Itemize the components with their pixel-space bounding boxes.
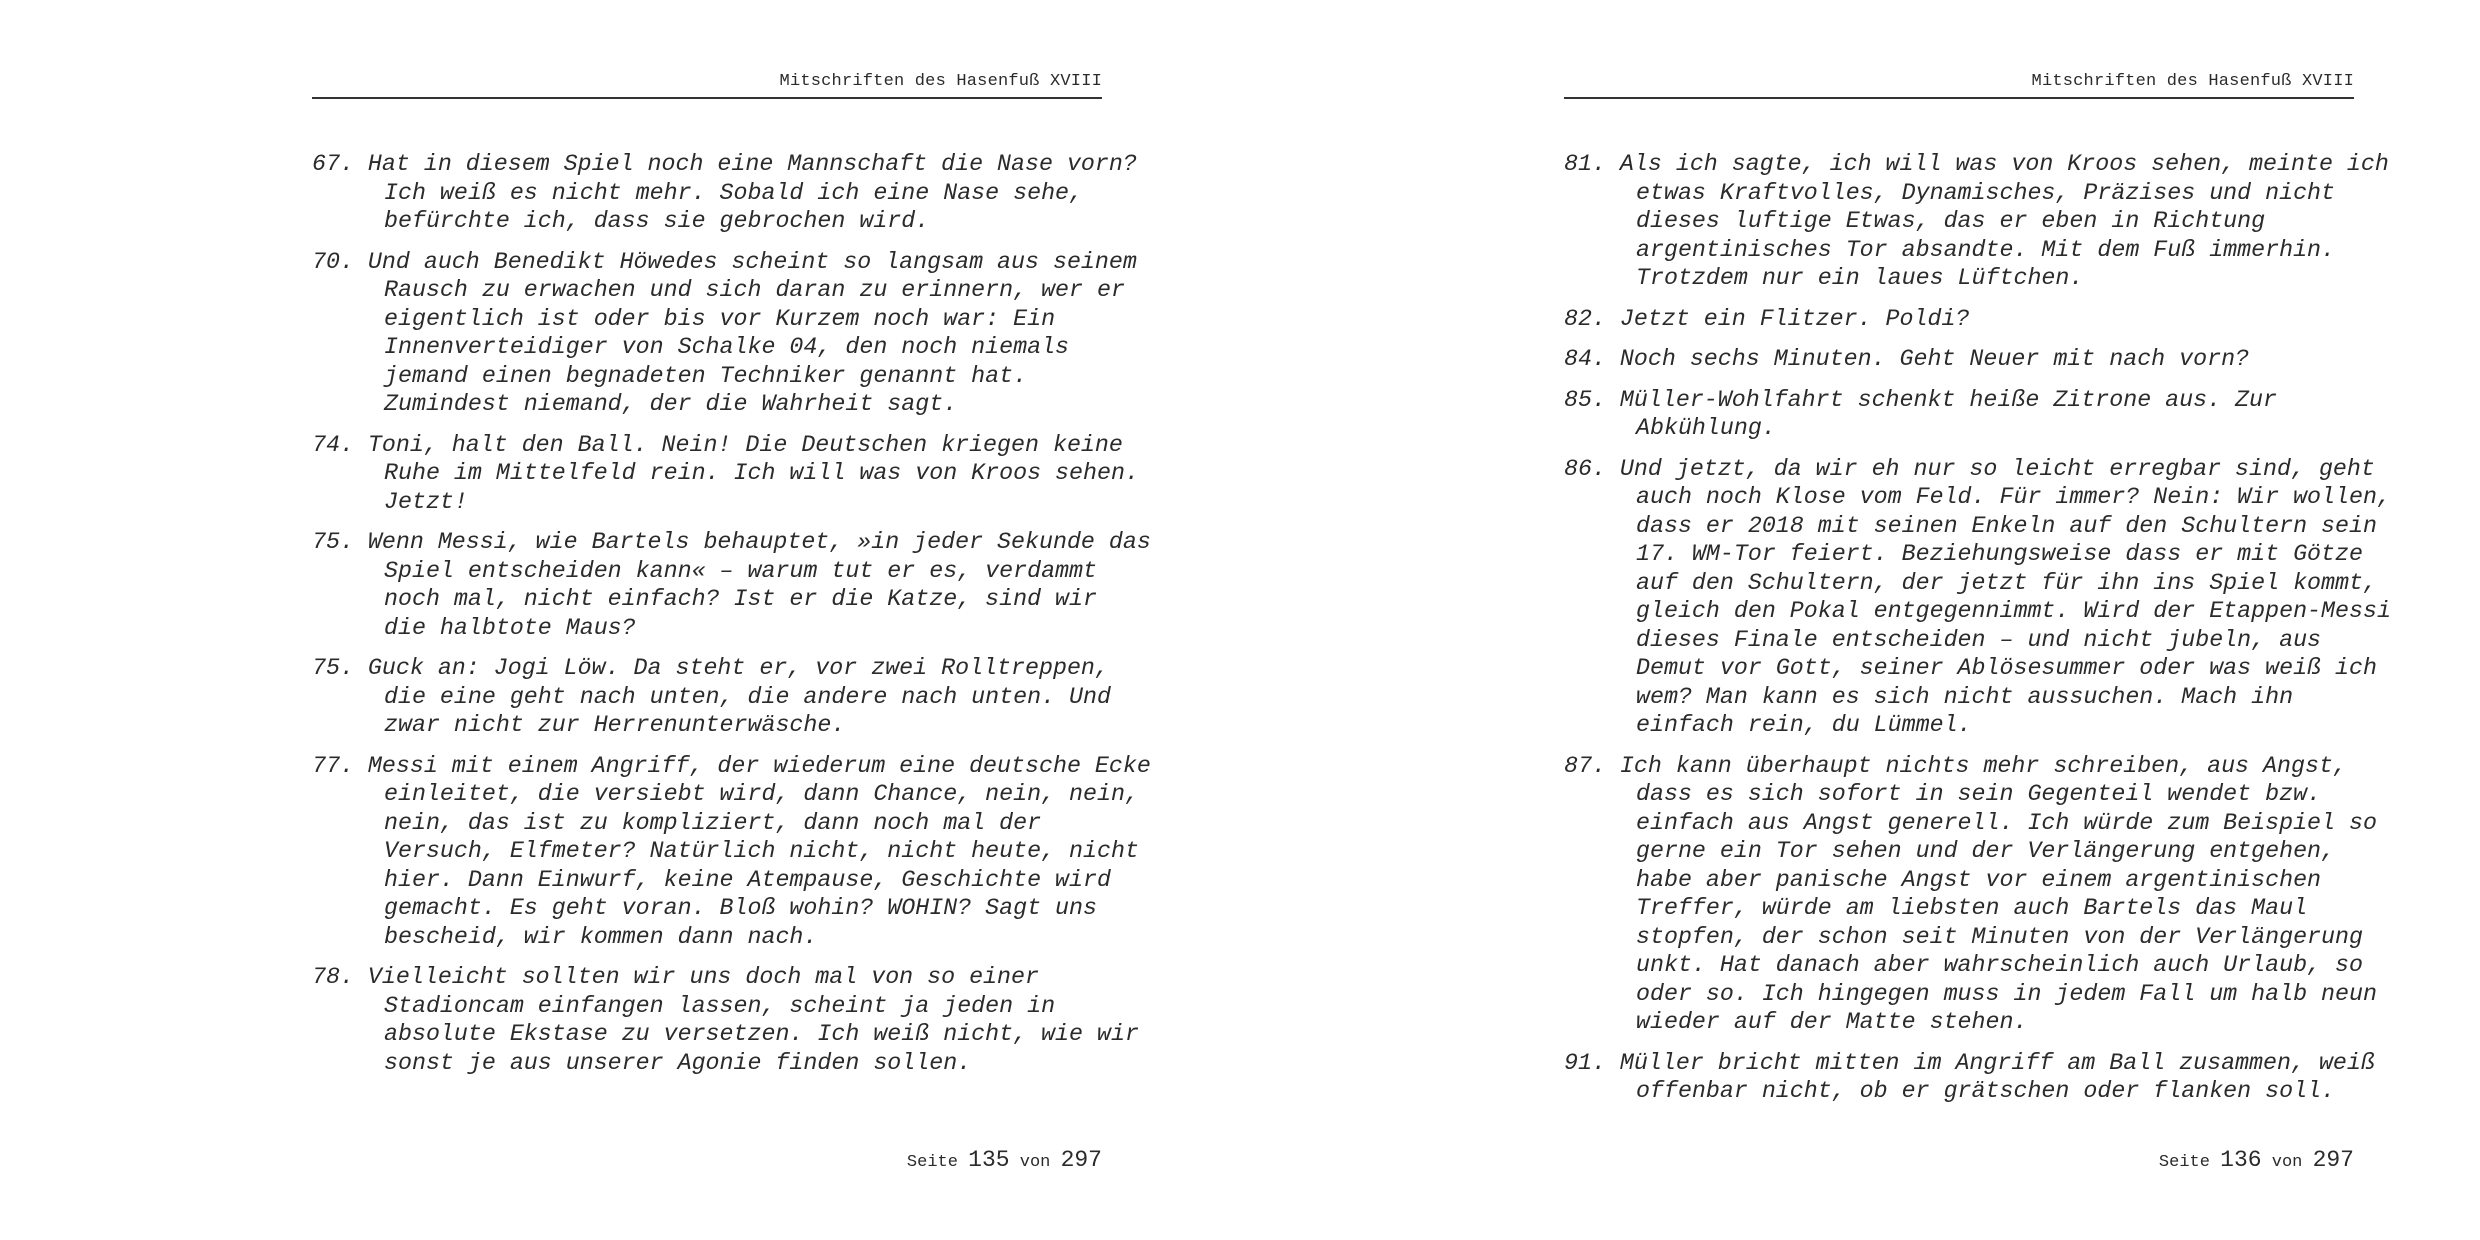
entry-line: hier. Dann Einwurf, keine Atempause, Geschichte wird	[384, 866, 1111, 893]
entry-line: dass es sich sofort in sein Gegenteil wendet bzw.	[1636, 781, 2322, 807]
entry-item	[312, 431, 1139, 517]
page-footer	[312, 1146, 1102, 1177]
right-page	[1564, 0, 2391, 1240]
entry-line: wem? Man kann es sich nicht aussuchen. Mach ihn	[1636, 683, 2294, 710]
footer-von-label: von	[1019, 1153, 1051, 1172]
entry-line: sonst je aus unserer Agonie finden sollen.	[384, 1049, 972, 1076]
entry-line: 86. Und jetzt, da wir eh nur so leicht erregbar sind, geht	[1564, 455, 2375, 482]
entry-line: dieses Finale entscheiden – und nicht jubeln, aus	[1636, 626, 2322, 653]
entry-item	[312, 963, 1139, 1077]
running-header: Mitschriften des Hasenfuß XVIII	[312, 70, 1102, 99]
entry-line: 74. Toni, halt den Ball. Nein! Die Deutschen kriegen keine	[312, 431, 1123, 458]
entry-line: dieses luftige Etwas, das er eben in Richtung	[1636, 208, 2266, 234]
entry-line: Rausch zu erwachen und sich daran zu erinnern, wer er	[384, 277, 1125, 303]
entry-line: gleich den Pokal entgegennimmt. Wird der Etappen-Messi	[1636, 598, 2391, 624]
footer-seite-label: Seite	[2158, 1153, 2210, 1172]
entry-line: Innenverteidiger von Schalke 04, den noch niemals	[384, 334, 1070, 360]
entry-line: Ich weiß es nicht mehr. Sobald ich eine Nase sehe,	[384, 179, 1084, 206]
entry-line: argentinisches Tor absandte. Mit dem Fuß immerhin.	[1636, 236, 2336, 263]
entry-item	[1564, 1049, 2375, 1106]
entry-item	[1564, 752, 2377, 1037]
entry-line: Versuch, Elfmeter? Natürlich nicht, nicht heute, nicht	[384, 838, 1139, 864]
entry-line: 75. Wenn Messi, wie Bartels behauptet, »in jeder Sekunde das	[312, 529, 1151, 555]
entry-line: Zumindest niemand, der die Wahrheit sagt.	[384, 391, 958, 417]
entry-line: einfach rein, du Lümmel.	[1636, 712, 1972, 738]
entry-line: dass er 2018 mit seinen Enkeln auf den Schultern sein	[1636, 512, 2377, 539]
entry-line: stopfen, der schon seit Minuten von der Verlängerung	[1636, 923, 2363, 950]
entry-item	[1564, 305, 2354, 334]
page-number: 136	[2220, 1147, 2262, 1173]
footer-von-label: von	[2271, 1153, 2303, 1172]
entry-line: die halbtote Maus?	[384, 614, 636, 641]
page-footer	[1564, 1146, 2354, 1177]
page-total: 297	[1060, 1147, 1102, 1173]
entry-line: Stadioncam einfangen lassen, scheint ja jeden in	[384, 992, 1056, 1019]
entry-item	[312, 654, 1111, 740]
entry-line: einfach aus Angst generell. Ich würde zum Beispiel so	[1636, 809, 2377, 836]
entry-line: auf den Schultern, der jetzt für ihn ins Spiel kommt,	[1636, 569, 2377, 596]
page-total: 297	[2312, 1147, 2354, 1173]
entry-item	[1564, 150, 2389, 293]
entry-line: bescheid, wir kommen dann nach.	[384, 923, 818, 950]
entry-line: Trotzdem nur ein laues Lüftchen.	[1636, 265, 2084, 291]
page-number: 135	[968, 1147, 1010, 1173]
entry-item	[312, 752, 1151, 952]
entry-line: einleitet, die versiebt wird, dann Chance, nein, nein,	[384, 781, 1139, 807]
entry-line: befürchte ich, dass sie gebrochen wird.	[384, 208, 930, 234]
entry-line: Jetzt!	[384, 488, 468, 515]
entry-line: oder so. Ich hingegen muss in jedem Fall um halb neun	[1636, 980, 2377, 1007]
entry-line: gemacht. Es geht voran. Bloß wohin? WOHIN? Sagt uns	[384, 895, 1098, 921]
entry-line: unkt. Hat danach aber wahrscheinlich auch Urlaub, so	[1636, 952, 2363, 978]
entry-line: 67. Hat in diesem Spiel noch eine Mannschaft die Nase vorn?	[312, 151, 1137, 177]
entry-line: 82. Jetzt ein Flitzer. Poldi?	[1564, 305, 1970, 332]
entry-line: Demut vor Gott, seiner Ablösesummer oder was weiß ich	[1636, 655, 2377, 681]
entry-line: 85. Müller-Wohlfahrt schenkt heiße Zitrone aus. Zur	[1564, 386, 2278, 413]
entry-line: 91. Müller bricht mitten im Angriff am Ball zusammen, weiß	[1564, 1049, 2375, 1076]
entry-line: die eine geht nach unten, die andere nach unten. Und	[384, 683, 1111, 710]
entry-line: 75. Guck an: Jogi Löw. Da steht er, vor zwei Rolltreppen,	[312, 655, 1109, 681]
running-header: Mitschriften des Hasenfuß XVIII	[1564, 70, 2354, 99]
entry-line: Spiel entscheiden kann« – warum tut er es, verdammt	[384, 557, 1098, 584]
entry-line: etwas Kraftvolles, Dynamisches, Präzises und nicht	[1636, 179, 2336, 206]
left-page	[312, 0, 1151, 1240]
entry-line: 87. Ich kann überhaupt nichts mehr schreiben, aus Angst,	[1564, 752, 2347, 779]
entry-line: 70. Und auch Benedikt Höwedes scheint so langsam aus seinem	[312, 248, 1137, 275]
entry-item	[312, 150, 1137, 236]
entry-line: 17. WM-Tor feiert. Beziehungsweise dass er mit Götze	[1636, 541, 2363, 567]
entry-line: nein, das ist zu kompliziert, dann noch mal der	[384, 809, 1042, 836]
entry-line: habe aber panische Angst vor einem argentinischen	[1636, 866, 2322, 893]
entry-line: auch noch Klose vom Feld. Für immer? Nein: Wir wollen,	[1636, 484, 2391, 510]
entry-line: Treffer, würde am liebsten auch Bartels das Maul	[1636, 895, 2308, 921]
entry-line: absolute Ekstase zu versetzen. Ich weiß nicht, wie wir	[384, 1021, 1139, 1047]
entry-line: 81. Als ich sagte, ich will was von Kroos sehen, meinte ich	[1564, 151, 2389, 177]
entry-line: wieder auf der Matte stehen.	[1636, 1009, 2028, 1035]
entry-line: jemand einen begnadeten Techniker genannt hat.	[384, 362, 1028, 389]
footer-seite-label: Seite	[906, 1153, 958, 1172]
entry-line: 78. Vielleicht sollten wir uns doch mal von so einer	[312, 964, 1039, 990]
entry-item	[1564, 455, 2391, 740]
entry-line: eigentlich ist oder bis vor Kurzem noch war: Ein	[384, 305, 1056, 332]
entry-list	[1564, 150, 2391, 1118]
entry-line: gerne ein Tor sehen und der Verlängerung entgehen,	[1636, 838, 2336, 864]
entry-line: offenbar nicht, ob er grätschen oder flanken soll.	[1636, 1078, 2336, 1104]
entry-line: zwar nicht zur Herrenunterwäsche.	[384, 712, 846, 738]
entry-item	[1564, 345, 2354, 374]
entry-line: Ruhe im Mittelfeld rein. Ich will was von Kroos sehen.	[384, 460, 1139, 486]
entry-line: 77. Messi mit einem Angriff, der wiederum eine deutsche Ecke	[312, 752, 1151, 779]
entry-line: noch mal, nicht einfach? Ist er die Katze, sind wir	[384, 586, 1098, 612]
entry-item	[1564, 386, 2354, 443]
entry-list	[312, 150, 1151, 1089]
entry-item	[312, 528, 1151, 642]
entry-line: 84. Noch sechs Minuten. Geht Neuer mit nach vorn?	[1564, 346, 2250, 372]
entry-line: Abkühlung.	[1636, 415, 1776, 441]
entry-item	[312, 248, 1137, 419]
